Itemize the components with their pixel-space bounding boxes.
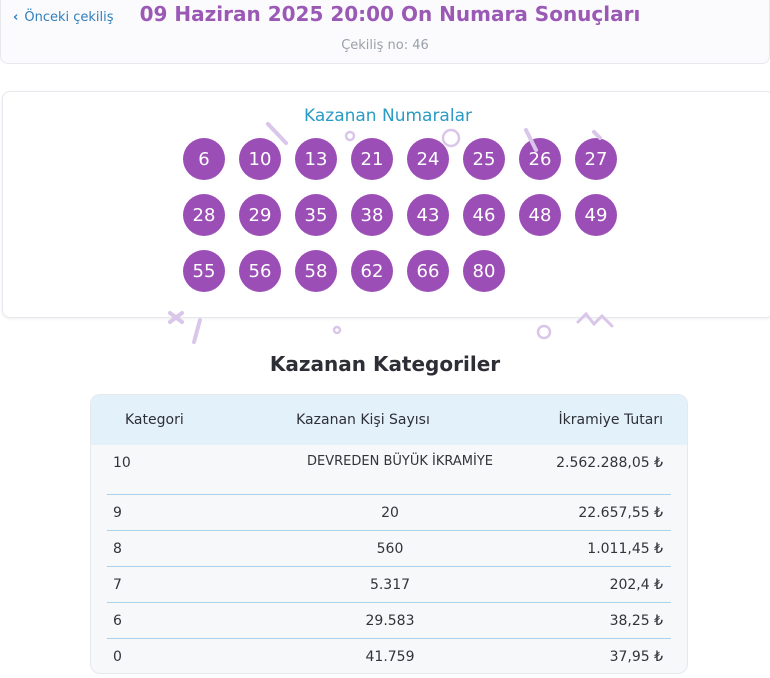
row-winners: DEVREDEN BÜYÜK İKRAMİYE xyxy=(307,454,493,469)
chevron-left-icon: ‹ xyxy=(13,10,19,25)
row-prize: 2.562.288,05 ₺ xyxy=(556,455,663,471)
number-ball: 29 xyxy=(239,194,281,236)
row-category: 10 xyxy=(113,455,131,471)
row-prize: 38,25 ₺ xyxy=(609,612,663,629)
number-ball: 38 xyxy=(351,194,393,236)
number-ball: 66 xyxy=(407,250,449,292)
winning-numbers-card xyxy=(2,91,770,318)
number-ball: 6 xyxy=(183,138,225,180)
row-category: 7 xyxy=(113,576,122,593)
number-ball: 35 xyxy=(295,194,337,236)
table-row xyxy=(107,531,671,567)
row-category: 0 xyxy=(113,649,122,665)
number-ball: 62 xyxy=(351,250,393,292)
draw-number: Çekiliş no: 46 xyxy=(341,38,429,53)
categories-table xyxy=(90,394,688,674)
row-category: 6 xyxy=(113,612,122,629)
row-prize: 37,95 ₺ xyxy=(609,649,663,665)
number-ball: 24 xyxy=(407,138,449,180)
row-winners: 20 xyxy=(381,504,399,521)
table-header xyxy=(91,395,687,445)
table-body xyxy=(91,445,687,674)
table-row xyxy=(107,567,671,603)
number-ball: 80 xyxy=(463,250,505,292)
table-row xyxy=(107,603,671,639)
number-ball: 26 xyxy=(519,138,561,180)
confetti-ring xyxy=(334,327,340,333)
column-header-category: Kategori xyxy=(125,412,184,428)
row-category: 9 xyxy=(113,504,122,521)
previous-draw-label: Önceki çekiliş xyxy=(24,10,114,25)
row-winners: 5.317 xyxy=(369,576,411,593)
row-prize: 1.011,45 ₺ xyxy=(587,540,663,557)
draw-header xyxy=(0,0,770,64)
row-prize: 202,4 ₺ xyxy=(609,576,663,593)
number-ball: 49 xyxy=(575,194,617,236)
table-row xyxy=(107,639,671,674)
confetti-line xyxy=(194,320,200,342)
number-ball: 21 xyxy=(351,138,393,180)
number-ball: 56 xyxy=(239,250,281,292)
table-row xyxy=(107,495,671,531)
column-header-winners: Kazanan Kişi Sayısı xyxy=(296,412,430,428)
number-ball: 28 xyxy=(183,194,225,236)
row-winners: 41.759 xyxy=(365,649,415,665)
number-ball: 27 xyxy=(575,138,617,180)
number-ball: 10 xyxy=(239,138,281,180)
column-header-prize: İkramiye Tutarı xyxy=(558,412,663,428)
categories-title: Kazanan Kategoriler xyxy=(269,352,501,376)
winning-numbers-title: Kazanan Numaralar xyxy=(304,106,472,126)
number-ball: 58 xyxy=(295,250,337,292)
confetti-ring xyxy=(538,326,550,338)
number-ball: 43 xyxy=(407,194,449,236)
number-balls xyxy=(183,138,643,292)
number-ball: 25 xyxy=(463,138,505,180)
row-winners: 560 xyxy=(376,540,404,557)
number-ball: 46 xyxy=(463,194,505,236)
number-ball: 13 xyxy=(295,138,337,180)
page-title: 09 Haziran 2025 20:00 On Numara Sonuçları xyxy=(139,2,641,26)
number-ball: 48 xyxy=(519,194,561,236)
row-winners: 29.583 xyxy=(365,612,415,629)
row-category: 8 xyxy=(113,540,122,557)
table-row xyxy=(107,445,671,495)
row-prize: 22.657,55 ₺ xyxy=(578,504,663,521)
number-ball: 55 xyxy=(183,250,225,292)
